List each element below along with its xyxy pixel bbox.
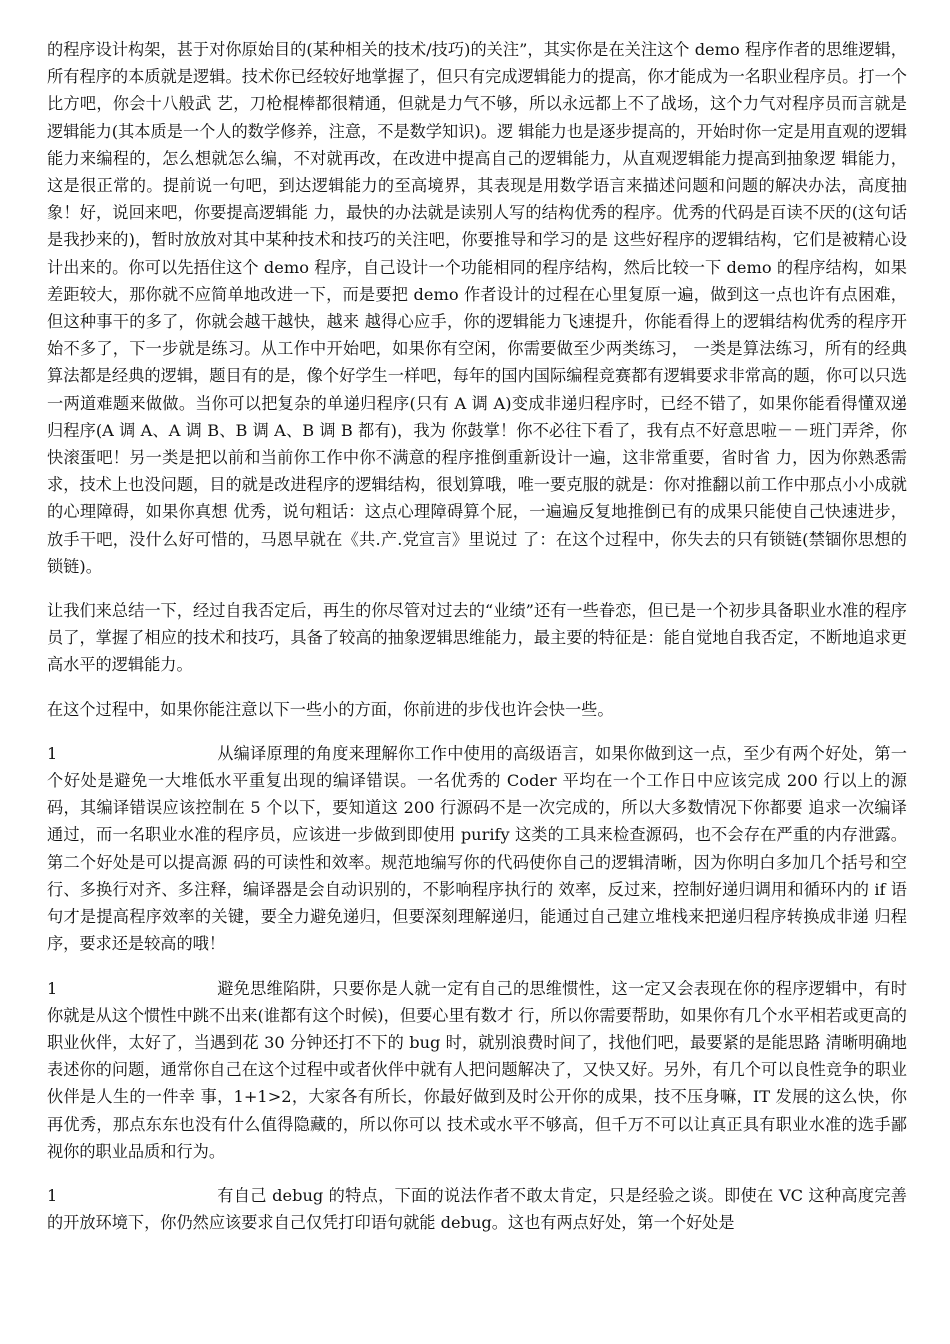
list-item-text: 有自己 debug 的特点，下面的说法作者不敢太肯定，只是经验之谈。即使在 VC 这种高度完善的开放环境下，你仍然应该要求自己仅凭打印语句就能 debug。这也有两点好处，第一个好处是 — [47, 1185, 907, 1233]
list-item-debug-style — [47, 1182, 907, 1236]
paragraph-summary: 让我们来总结一下，经过自我否定后，再生的你尽管对过去的“业绩”还有一些眷恋，但已是一个初步具备职业水准的程序员了，掌握了相应的技术和技巧，具备了较高的抽象逻辑思维能力，最主要的特征是：能自觉地自我否定，不断地追求更高水平的逻辑能力。 — [47, 601, 907, 675]
paragraph-intro-tips: 在这个过程中，如果你能注意以下一些小的方面，你前进的步伐也许会快一些。 — [47, 699, 614, 719]
list-item-text: 从编译原理的角度来理解你工作中使用的高级语言，如果你做到这一点，至少有两个好处，第一个好处是避免一大堆低水平重复出现的编译错误。一名优秀的 Coder 平均在一个工作日中应该完成 200 行以上的源码，其编译错误应该控制在 5 个以下，要知道这 200 行源码不是一次完成的，所以大多数情况下你都要 追求一次编译通过，而一名职业水准的程序员，应该进一步做到即使用 purify 这类的工具来检查源码，也不会存在严重的内存泄露。第二个好处是可以提高源 码的可读性和效率。规范地编写你的代码使你自己的逻辑清晰，因为你明白多加几个括号和空行、多换行对齐、多注释，编译器是会自动识别的，不影响程序执行的 效率，反过来，控制好递归调用和循环内的 if 语句才是提高程序效率的关键，要全力避免递归，但要深刻理解递归，能通过自己建立堆栈来把递归程序转换成非递 归程序，要求还是较高的哦！ — [47, 743, 907, 954]
document-page — [47, 36, 907, 1253]
list-item-compiler-principles — [47, 740, 907, 958]
list-marker: 1 — [47, 1185, 58, 1205]
paragraph-logic-ability: 的程序设计构架，甚于对你原始目的(某种相关的技术/技巧)的关注”，其实你是在关注这个 demo 程序作者的思维逻辑，所有程序的本质就是逻辑。技术你已经较好地掌握了，但只有完成逻辑能力的提高，你才能成为一名职业程序员。打一个比方吧，你会十八般武 艺，刀枪棍棒都很精通，但就是力气不够，所以永远都上不了战场，这个力气对程序员而言就是逻辑能力(其本质是一个人的数学修养，注意，不是数学知识)。逻 辑能力也是逐步提高的，开始时你一定是用直观的逻辑能力来编程的，怎么想就怎么编，不对就再改，在改进中提高自己的逻辑能力，从直观逻辑能力提高到抽象逻 辑能力，这是很正常的。提前说一句吧，到达逻辑能力的至高境界，其表现是用数学语言来描述问题和问题的解决办法，高度抽象！好，说回来吧，你要提高逻辑能 力，最快的办法就是读别人写的结构优秀的程序。优秀的代码是百读不厌的(这句话是我抄来的)，暂时放放对其中某种技术和技巧的关注吧，你要推导和学习的是 这些好程序的逻辑结构，它们是被精心设计出来的。你可以先捂住这个 demo 程序，自己设计一个功能相同的程序结构，然后比较一下 demo 的程序结构，如果 差距较大，那你就不应简单地改进一下，而是要把 demo 作者设计的过程在心里复原一遍，做到这一点也许有点困难，但这种事干的多了，你就会越干越快，越来 越得心应手，你的逻辑能力飞速提升，你能看得上的逻辑结构优秀的程序开始不多了，下一步就是练习。从工作中开始吧，如果你有空闲，你需要做至少两类练习， 一类是算法练习，所有的经典算法都是经典的逻辑，题目有的是，像个好学生一样吧，每年的国内国际编程竞赛都有逻辑要求非常高的题，你可以只选一两道难题来做做。当你可以把复杂的单递归程序(只有 A 调 A)变成非递归程序时，已经不错了，如果你能看得懂双递归程序(A 调 A、A 调 B、B 调 A、B 调 B 都有)，我为 你鼓掌！你不必往下看了，我有点不好意思啦－－班门弄斧，你快滚蛋吧！另一类是把以前和当前你工作中你不满意的程序推倒重新设计一遍，这非常重要，省时省 力，因为你熟悉需求，技术上也没问题，目的就是改进程序的逻辑结构，很划算哦，唯一要克服的就是：你对推翻以前工作中那点小小成就的心理障碍，如果你真想 优秀，说句粗话：这点心理障碍算个屁，一遍遍反复地推倒已有的成果只能使自己快速进步，放手干吧，没什么好可惜的，马恩早就在《共.产.党宣言》里说过 了：在这个过程中，你失去的只有锁链(禁锢你思想的锁链)。 — [47, 40, 907, 576]
list-marker: 1 — [47, 743, 58, 763]
list-item-text: 避免思维陷阱，只要你是人就一定有自己的思维惯性，这一定又会表现在你的程序逻辑中，有时你就是从这个惯性中跳不出来(谁都有这个时候)，但要心里有数才 行，所以你需要帮助，如果你有几个水平相若或更高的职业伙伴，太好了，当遇到花 30 分钟还打不下的 bug 时，就别浪费时间了，找他们吧，最要紧的是能思路 清晰明确地表述你的问题，通常你自己在这个过程中或者伙伴中就有人把问题解决了，又快又好。另外，有几个可以良性竞争的职业伙伴是人生的一件幸 事，1+1>2，大家各有所长，你最好做到及时公开你的成果，技不压身嘛，IT 发展的这么快，你再优秀，那点东东也没有什么值得隐藏的，所以你可以 技术或水平不够高，但千万不可以让真正具有职业水准的选手鄙视你的职业品质和行为。 — [47, 978, 907, 1161]
list-marker: 1 — [47, 978, 58, 998]
list-item-avoid-thinking-traps — [47, 975, 907, 1165]
